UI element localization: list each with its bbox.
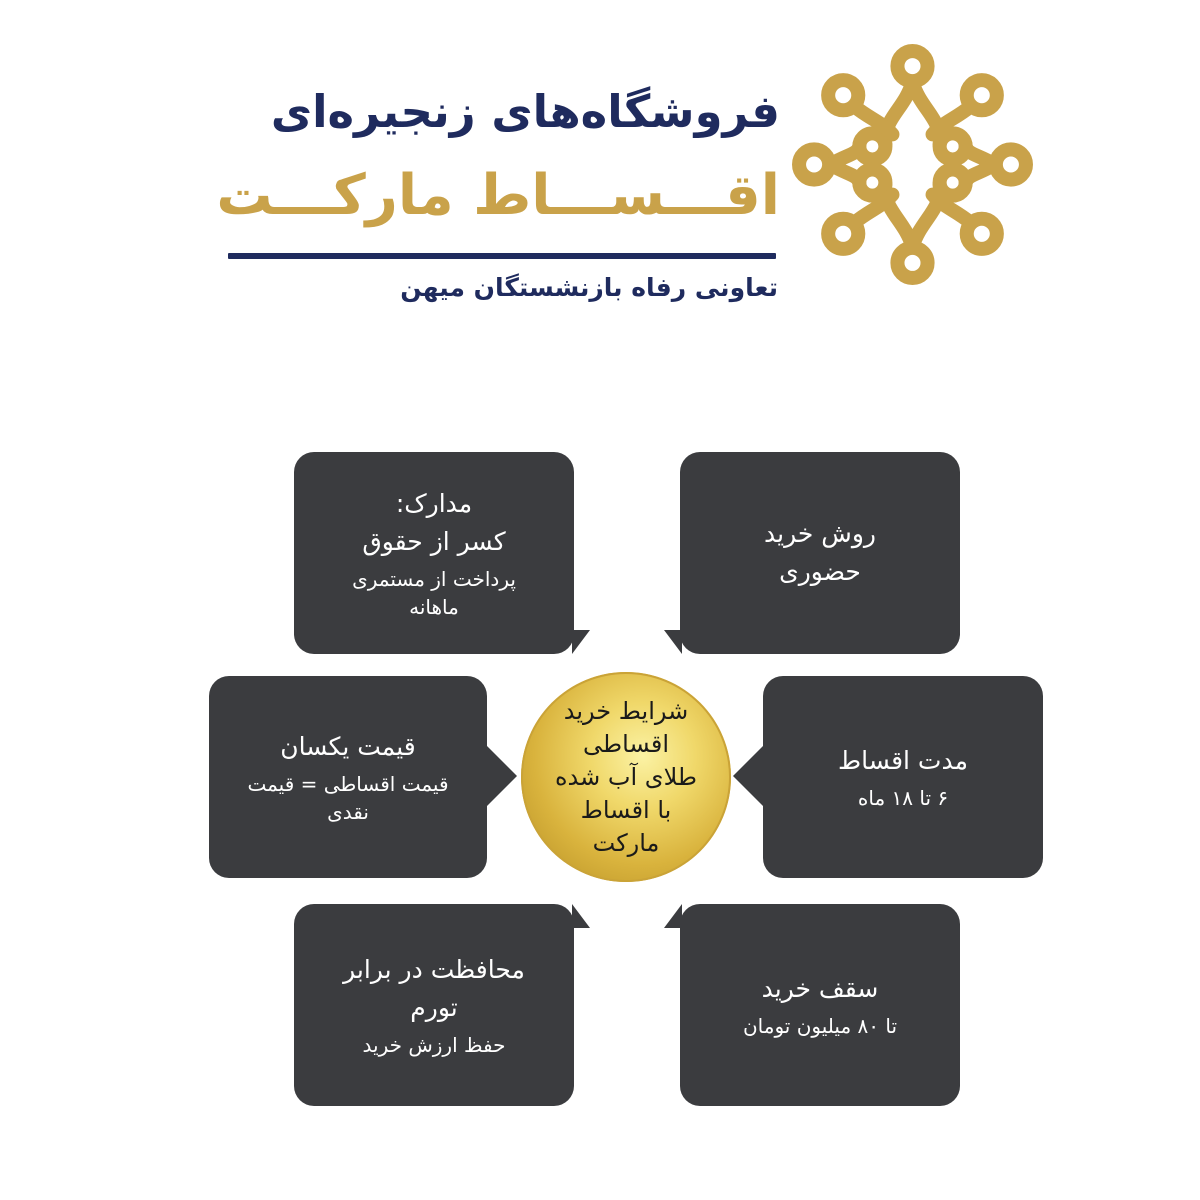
documents-title: کسر از حقوق [362, 527, 506, 556]
same-price-callout [209, 676, 487, 878]
same-price-title: قیمت یکسان [280, 732, 416, 761]
documents-callout [294, 452, 574, 654]
purchase-method-callout [680, 452, 960, 654]
installment-duration-callout [763, 676, 1043, 878]
center-gold-circle [521, 672, 731, 882]
brand-name: اقـــســـاط مارکـــت [216, 163, 780, 228]
gold-flower-logo-icon [790, 42, 1035, 287]
installment-duration-detail: ۶ تا ۱۸ ماه [857, 786, 949, 810]
inflation-protection-detail: حفظ ارزش خرید [362, 1033, 506, 1057]
center-title: شرایط خرید اقساطی طلای آب شده با اقساط مارکت [554, 696, 697, 857]
callout-pointer [733, 746, 763, 806]
inflation-protection-title: محافظت در برابر تورم [343, 955, 525, 1022]
callout-pointer [487, 746, 517, 806]
documents-detail: پرداخت از مستمری ماهانه [352, 567, 516, 619]
brand-divider [228, 253, 776, 259]
purchase-method-title: روش خرید [764, 519, 876, 548]
purchase-ceiling-callout [680, 904, 960, 1106]
documents-label: مدارک: [395, 489, 473, 518]
same-price-detail: قیمت اقساطی = قیمت نقدی [247, 772, 449, 824]
brand-title: فروشگاه‌های زنجیره‌ای [270, 85, 780, 138]
callout-pointer [572, 904, 590, 928]
purchase-ceiling-detail: تا ۸۰ میلیون تومان [742, 1014, 898, 1038]
purchase-method-detail: حضوری [779, 557, 861, 586]
installment-duration-title: مدت اقساط [838, 746, 968, 775]
inflation-protection-callout [294, 904, 574, 1106]
callout-pointer [664, 904, 682, 928]
callout-pointer [572, 630, 590, 654]
purchase-ceiling-title: سقف خرید [761, 974, 879, 1003]
brand-subtitle: تعاونی رفاه بازنشستگان میهن [400, 273, 778, 302]
callout-pointer [664, 630, 682, 654]
